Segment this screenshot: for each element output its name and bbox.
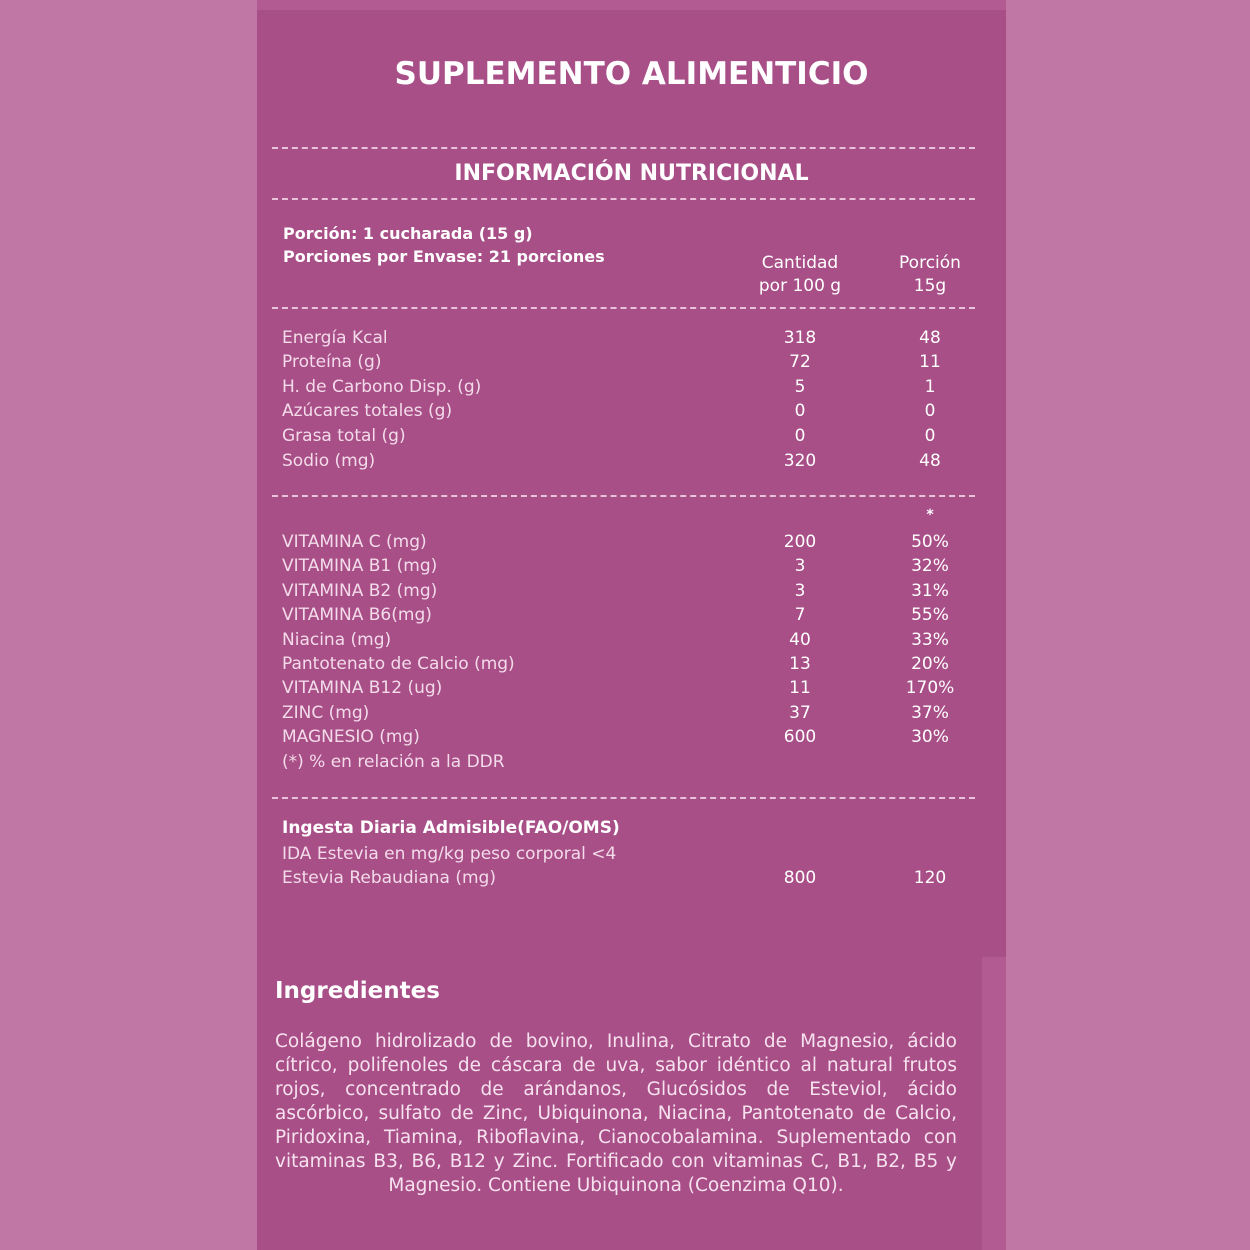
ida-row: IDA Estevia en mg/kg peso corporal <4 bbox=[282, 844, 617, 864]
page-title: SUPLEMENTO ALIMENTICIO bbox=[394, 56, 869, 92]
ingredients-text: Colágeno hidrolizado de bovino, Inulina, Citrato de Magnesio, ácido cítrico, polifenoles de cáscara de uva, sabor idéntico al natural frutos rojos, concentrado de arándanos, Glucósidos de Esteviol, ácido ascórbico, sulfato de Zinc, Ubiquinona, Niacina, Pantotenato de Calcio, Piridoxina, Tiamina, Riboflavina, Cianocobalamina. Suplementado con vitaminas B3, B6, B12 y Zinc. Fortificado con vitaminas C, B1, B2, B5 y Magnesio. Contiene Ubiquinona (Coenzima Q10). bbox=[275, 1031, 957, 1196]
nutrient-row: Grasa total (g) 0 0 bbox=[282, 426, 936, 446]
vitamin-row: ZINC (mg) 37 37% bbox=[282, 703, 949, 723]
panel-right-strip bbox=[982, 957, 1006, 1250]
vitamin-row: VITAMINA B12 (ug) 11 170% bbox=[282, 678, 955, 698]
vitamin-row: VITAMINA B2 (mg) 3 31% bbox=[282, 581, 949, 601]
column-header-per-portion: Porción 15g bbox=[899, 253, 961, 296]
ddr-asterisk: * bbox=[926, 507, 934, 523]
divider bbox=[272, 307, 975, 309]
ddr-note: (*) % en relación a la DDR bbox=[282, 752, 505, 772]
divider bbox=[272, 495, 975, 497]
vitamin-row: VITAMINA C (mg) 200 50% bbox=[282, 532, 949, 552]
vitamin-row: Pantotenato de Calcio (mg) 13 20% bbox=[282, 654, 949, 674]
nutrient-row: Proteína (g) 72 11 bbox=[282, 352, 941, 372]
vitamin-row: VITAMINA B1 (mg) 3 32% bbox=[282, 556, 949, 576]
ida-title: Ingesta Diaria Admisible(FAO/OMS) bbox=[282, 818, 620, 838]
portion-size: Porción: 1 cucharada (15 g) bbox=[283, 224, 533, 243]
portions-per-package: Porciones por Envase: 21 porciones bbox=[283, 247, 605, 266]
nutrient-row: Azúcares totales (g) 0 0 bbox=[282, 401, 936, 421]
divider bbox=[272, 198, 975, 200]
ida-row: Estevia Rebaudiana (mg) 800 120 bbox=[282, 868, 947, 888]
nutrient-row: Sodio (mg) 320 48 bbox=[282, 451, 941, 471]
section-title: INFORMACIÓN NUTRICIONAL bbox=[454, 161, 809, 186]
panel-top-strip bbox=[257, 0, 1006, 10]
nutrient-row: Energía Kcal 318 48 bbox=[282, 328, 941, 348]
column-header-per-100g: Cantidad por 100 g bbox=[758, 253, 842, 296]
vitamin-row: Niacina (mg) 40 33% bbox=[282, 630, 949, 650]
nutrient-row: H. de Carbono Disp. (g) 5 1 bbox=[282, 377, 936, 397]
divider bbox=[272, 147, 975, 149]
vitamin-row: VITAMINA B6(mg) 7 55% bbox=[282, 605, 949, 625]
vitamin-row: MAGNESIO (mg) 600 30% bbox=[282, 727, 949, 747]
ingredients-title: Ingredientes bbox=[275, 978, 440, 1004]
divider bbox=[272, 797, 975, 799]
